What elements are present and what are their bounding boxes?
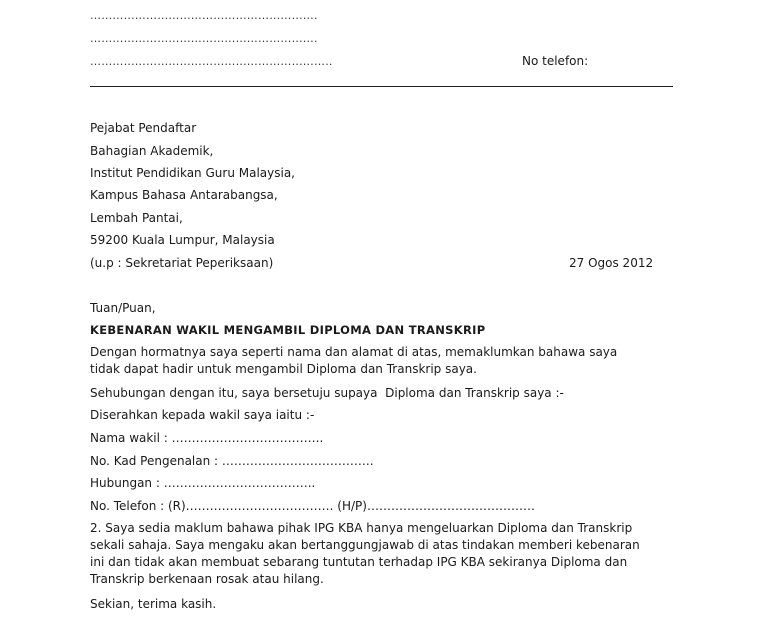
recipient-line-3: Institut Pendidikan Guru Malaysia, <box>90 166 295 180</box>
salutation: Tuan/Puan, <box>90 301 156 315</box>
sender-phone-label: No telefon: <box>522 54 589 68</box>
sender-address-line-3: ……………………………………………………….. <box>90 55 333 68</box>
field-phone: No. Telefon : (R)………………………………. (H/P)…………………………………… <box>90 499 535 513</box>
body-intro: Dengan hormatnya saya seperti nama dan alamat di atas, memaklumkan bahawa saya tidak dapat hadir untuk mengambil Diploma dan Transkrip saya. <box>90 345 618 376</box>
sender-address-line-2: ……………………………………………………. <box>90 32 318 45</box>
field-ic-number: No. Kad Pengenalan : ……………………………….. <box>90 454 374 468</box>
body-closing: Sekian, terima kasih. <box>90 597 217 611</box>
sender-address-line-1: ……………………………………………………. <box>90 9 318 22</box>
letter-date: 27 Ogos 2012 <box>569 256 654 270</box>
field-rep-name: Nama wakil : ……………………………….. <box>90 431 324 445</box>
recipient-line-6: 59200 Kuala Lumpur, Malaysia <box>90 233 275 247</box>
field-relationship: Hubungan : ……………………………….. <box>90 476 316 490</box>
letter-subject: KEBENARAN WAKIL MENGAMBIL DIPLOMA DAN TRANSKRIP <box>90 323 486 337</box>
recipient-line-7: (u.p : Sekretariat Peperiksaan) <box>90 256 274 270</box>
body-agree: Sehubungan dengan itu, saya bersetuju supaya Diploma dan Transkrip saya :- <box>90 386 564 400</box>
recipient-line-1: Pejabat Pendaftar <box>90 121 197 135</box>
body-handover: Diserahkan kepada wakil saya iaitu :- <box>90 408 315 422</box>
header-divider <box>90 86 673 87</box>
recipient-line-4: Kampus Bahasa Antarabangsa, <box>90 188 278 202</box>
recipient-line-2: Bahagian Akademik, <box>90 144 214 158</box>
body-declaration: 2. Saya sedia maklum bahawa pihak IPG KBA hanya mengeluarkan Diploma dan Transkrip sekali sahaja. Saya mengaku akan bertanggungjawab di atas tindakan memberi kebenaran ini dan tidak akan membuat sebarang tuntutan terhadap IPG KBA sekiranya Diploma dan Transkrip berkenaan rosak atau hilang. <box>90 521 640 586</box>
recipient-line-5: Lembah Pantai, <box>90 211 183 225</box>
